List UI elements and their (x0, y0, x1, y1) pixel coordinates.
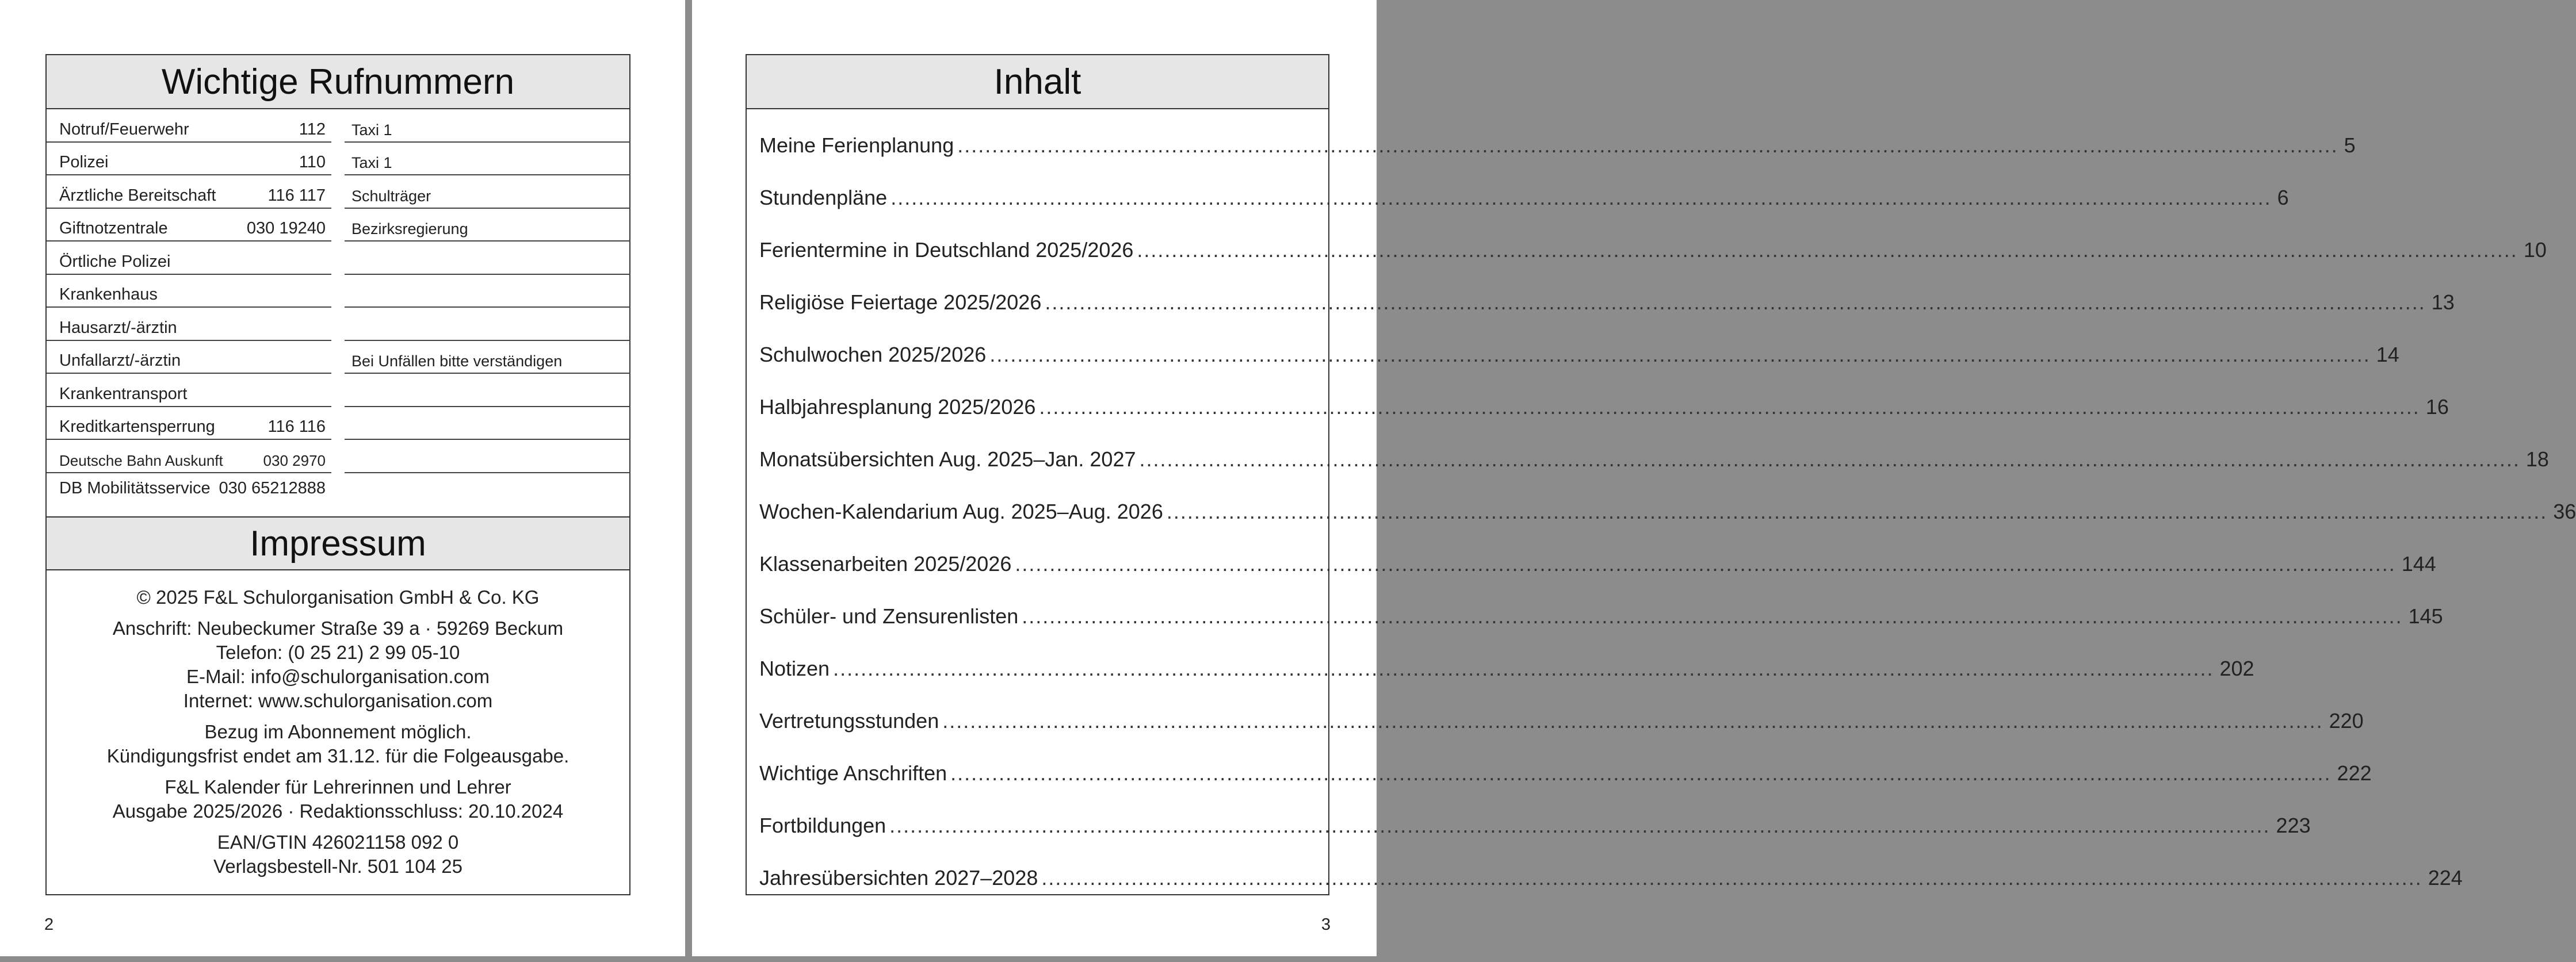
impressum-order-number: Verlagsbestell-Nr. 501 104 25 (213, 856, 463, 877)
toc-item-page: 6 (2277, 186, 2289, 209)
page-number: 2 (44, 915, 54, 934)
phone-row (345, 407, 630, 440)
phone-row (47, 440, 331, 473)
toc-item-title: Schüler- und Zensurenlisten (759, 604, 1019, 628)
toc-leader: ........................................................................................................................................................................................................ (1039, 395, 2420, 419)
phone-number: 116 117 (267, 186, 326, 205)
phone-label: Krankentransport (59, 384, 188, 403)
phone-label: Schulträger (351, 187, 431, 205)
phone-label: Kreditkartensperrung (59, 417, 215, 436)
phone-label: Taxi 1 (351, 154, 392, 171)
phone-label: Taxi 1 (351, 121, 392, 139)
toc-leader: ........................................................................................................................................................................................................ (1022, 604, 2403, 628)
toc-item-page: 13 (2431, 290, 2455, 314)
phone-label: Polizei (59, 153, 109, 171)
toc-leader: ........................................................................................................................................................................................................ (1041, 866, 2422, 890)
toc-title: Inhalt (747, 55, 1328, 109)
phone-right-column (345, 109, 630, 473)
impressum-product: F&L Kalender für Lehrerinnen und Lehrer (165, 776, 511, 798)
toc-item[interactable] (747, 604, 2443, 657)
toc-item-title: Wichtige Anschriften (759, 761, 947, 785)
phone-row (47, 143, 331, 176)
phone-label: Hausarzt/-ärztin (59, 318, 177, 337)
phone-numbers-box (45, 54, 630, 895)
toc-item[interactable] (747, 290, 2455, 343)
impressum-cancellation: Kündigungsfrist endet am 31.12. für die Folgeausgabe. (106, 745, 570, 766)
impressum-copyright-group (47, 585, 629, 610)
toc-item-page: 16 (2425, 395, 2449, 419)
phone-row (47, 175, 331, 209)
toc-item-page: 5 (2344, 133, 2356, 157)
phone-label: Unfallarzt/-ärztin (59, 351, 181, 370)
toc-item[interactable] (747, 447, 2549, 500)
toc-item-page: 145 (2408, 604, 2443, 628)
phone-label: Krankenhaus (59, 285, 158, 304)
toc-item[interactable] (747, 657, 2254, 709)
phone-row (47, 275, 331, 308)
toc-item-page: 144 (2401, 552, 2436, 576)
phone-numbers-title: Wichtige Rufnummern (47, 55, 629, 109)
phone-row (345, 341, 630, 374)
toc-item-page: 202 (2219, 657, 2254, 680)
toc-item-title: Vertretungsstunden (759, 709, 939, 733)
toc-item-page: 223 (2276, 814, 2311, 837)
toc-item-title: Fortbildungen (759, 814, 886, 837)
impressum-product-group (47, 775, 629, 823)
toc-item[interactable] (747, 186, 2289, 238)
phone-number: 110 (299, 153, 326, 171)
phone-row (47, 374, 331, 407)
impressum-phone: Telefon: (0 25 21) 2 99 05-10 (216, 642, 460, 663)
toc-item[interactable] (747, 709, 2364, 761)
phone-row (345, 209, 630, 242)
impressum-edition: Ausgabe 2025/2026 · Redaktionsschluss: 20.10.2024 (112, 800, 564, 822)
toc-box (746, 54, 2576, 895)
phone-row (47, 109, 331, 143)
phone-label: Notruf/Feuerwehr (59, 120, 189, 139)
phone-row (345, 308, 630, 341)
impressum-codes-group (47, 830, 629, 879)
phone-number: 116 116 (267, 417, 326, 436)
toc-item-title: Wochen-Kalendarium Aug. 2025–Aug. 2026 (759, 500, 1163, 523)
toc-item-title: Jahresübersichten 2027–2028 (759, 866, 1038, 890)
toc-item[interactable] (747, 552, 2436, 604)
phone-row (345, 143, 630, 176)
phone-number: 030 2970 (263, 451, 326, 469)
toc-leader: ........................................................................................................................................................................................................ (1166, 500, 2548, 523)
toc-item[interactable] (747, 761, 2372, 814)
phone-row (345, 275, 630, 308)
toc-leader: ........................................................................................................................................................................................................ (1045, 290, 2426, 314)
toc-leader: ........................................................................................................................................................................................................ (942, 709, 2323, 733)
impressum-subscription-group (47, 720, 629, 768)
toc-leader: ........................................................................................................................................................................................................ (989, 343, 2371, 366)
toc-item-title: Monatsübersichten Aug. 2025–Jan. 2027 (759, 447, 1136, 471)
toc-item[interactable] (747, 343, 2399, 395)
impressum-address: Anschrift: Neubeckumer Straße 39 a · 59269 Beckum (112, 618, 564, 639)
page-number: 3 (1321, 915, 1331, 934)
impressum-title: Impressum (47, 516, 629, 570)
phone-row (47, 473, 331, 507)
phone-row (47, 209, 331, 242)
impressum-internet: Internet: www.schulorganisation.com (183, 690, 493, 711)
toc-item[interactable] (747, 500, 2576, 552)
toc-item-title: Klassenarbeiten 2025/2026 (759, 552, 1012, 576)
toc-item[interactable] (747, 866, 2463, 918)
phone-row (345, 374, 630, 407)
phone-label: Deutsche Bahn Auskunft (59, 451, 223, 469)
toc-item-title: Halbjahresplanung 2025/2026 (759, 395, 1036, 419)
toc-item-title: Religiöse Feiertage 2025/2026 (759, 290, 1042, 314)
toc-item-title: Stundenpläne (759, 186, 888, 209)
toc-item-page: 18 (2525, 447, 2549, 471)
toc-leader: ........................................................................................................................................................................................................ (890, 186, 2272, 209)
toc-item-page: 224 (2428, 866, 2463, 890)
toc-item[interactable] (747, 133, 2356, 186)
phone-label: Ärztliche Bereitschaft (59, 186, 216, 205)
toc-item[interactable] (747, 814, 2311, 866)
toc-item-title: Schulwochen 2025/2026 (759, 343, 987, 366)
toc-leader: ........................................................................................................................................................................................................ (1137, 238, 2518, 262)
phone-number: 112 (299, 120, 326, 139)
phone-label: DB Mobilitätsservice (59, 479, 211, 497)
impressum-subscription: Bezug im Abonnement möglich. (204, 721, 472, 742)
toc-item-page: 222 (2337, 761, 2372, 785)
toc-item-title: Meine Ferienplanung (759, 133, 954, 157)
phone-label: Bezirksregierung (351, 220, 468, 237)
right-page (692, 0, 2576, 956)
toc-leader: ........................................................................................................................................................................................................ (1139, 447, 2520, 471)
phone-label: Bei Unfällen bitte verständigen (351, 352, 563, 370)
toc-leader: ........................................................................................................................................................................................................ (950, 761, 2332, 785)
phone-label: Giftnotzentrale (59, 219, 168, 237)
left-page (0, 0, 685, 956)
toc-item-page: 14 (2376, 343, 2399, 366)
phone-row (345, 109, 630, 143)
phone-row (47, 242, 331, 275)
toc-leader: ........................................................................................................................................................................................................ (833, 657, 2214, 680)
toc-item-title: Ferientermine in Deutschland 2025/2026 (759, 238, 1134, 262)
toc-list (747, 109, 2576, 918)
phone-left-column (47, 109, 331, 506)
impressum-email: E-Mail: info@schulorganisation.com (186, 666, 490, 687)
toc-item[interactable] (747, 395, 2449, 447)
impressum-contact-group (47, 616, 629, 713)
toc-item-page: 10 (2523, 238, 2547, 262)
toc-leader: ........................................................................................................................................................................................................ (1015, 552, 2396, 576)
toc-leader: ........................................................................................................................................................................................................ (889, 814, 2271, 837)
phone-numbers-grid (47, 109, 629, 516)
phone-row (345, 175, 630, 209)
impressum-ean: EAN/GTIN 426021158 092 0 (217, 831, 459, 853)
phone-row (47, 341, 331, 374)
phone-number: 030 65212888 (219, 479, 326, 497)
toc-item-page: 36 (2553, 500, 2576, 523)
toc-item[interactable] (747, 238, 2547, 290)
toc-item-title: Notizen (759, 657, 830, 680)
phone-row (345, 440, 630, 473)
toc-leader: ........................................................................................................................................................................................................ (957, 133, 2338, 157)
phone-label: Örtliche Polizei (59, 252, 171, 271)
toc-item-page: 220 (2329, 709, 2364, 733)
phone-number: 030 19240 (246, 219, 326, 237)
impressum-copyright: © 2025 F&L Schulorganisation GmbH & Co. KG (136, 587, 540, 608)
phone-row (47, 407, 331, 440)
phone-row (47, 308, 331, 341)
impressum-body (47, 570, 629, 879)
phone-row (345, 242, 630, 275)
